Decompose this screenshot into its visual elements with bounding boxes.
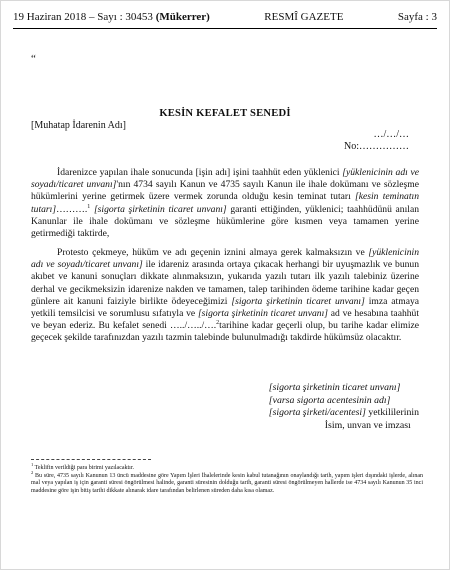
- p1-insurer-name: [sigorta şirketinin ticaret unvanı]: [93, 203, 227, 215]
- sig-company-agency: [sigorta şirketi/acentesi]: [268, 407, 366, 419]
- page-number: Sayfa : 3: [397, 11, 437, 23]
- footnote-divider: [31, 459, 151, 460]
- date-line: …/…/…: [373, 129, 409, 140]
- p2-text-1: Protesto çekmeye, hüküm ve adı geçenin iznini almaya gerek kalmaksızın ve: [57, 247, 369, 258]
- sig-authorized: yetkililerinin: [365, 407, 419, 419]
- footnote-ref-1: 1: [87, 203, 91, 210]
- number-line: No:……………: [344, 141, 409, 152]
- sig-insurer: [sigorta şirketinin ticaret unvanı]: [268, 382, 401, 393]
- p2-insurer-name-1: [sigorta şirketinin ticaret unvanı]: [231, 295, 365, 307]
- footnote-2-text: Bu süre, 4735 sayılı Kanunun 13 üncü maddesine göre Yapım İşleri İhalelerinde kesin kabul tutanağının onaylandığı tarih, yapım işleri dışındaki işlerde, alınan mal veya yapılan iş için garanti süresi öngörülmesi halinde, garanti süresinin dolduğu tarih, garanti süresi öngörülmeyen hallerde ise 4734 sayılı Kanunun 35 inci maddesine göre işin bitiş tarihi dikkate alınarak idare tarafından belirlenen süreden daha kısa olamaz.: [31, 473, 423, 494]
- header-divider: [13, 28, 437, 29]
- p1-dots: ……….: [56, 203, 88, 215]
- p2-insurer-name-2: [sigorta şirketinin ticaret unvanı]: [197, 308, 328, 320]
- p1-contractor-name: [yüklenicinin adı ve soyadı/ticaret unvanı]: [31, 167, 419, 191]
- page-header: [13, 11, 437, 27]
- paragraph-1: [31, 167, 419, 240]
- p1-text-2: 'nın 4734 sayılı Kanun ve 4735 sayılı Kanun ile ihale dokümanı ve sözleşme hükümlerini yerine getirmek üzere vermek zorunda olduğu kesin teminat tutarı: [31, 179, 419, 203]
- footnote-1-mark: 1: [31, 462, 34, 467]
- footnote-2: [31, 469, 423, 495]
- paragraph-2: [31, 247, 419, 345]
- p2-text-5: tarihine kadar geçerli olup, bu tarihe kadar elimize geçecek şekilde tarafınızdan yazılı tazmin talebinde bulunulmadığı takdirde hükümsüz olacaktır.: [31, 320, 420, 344]
- footnote-1-text: Teklifin verildiği para birimi yazılacaktır.: [33, 465, 135, 471]
- p2-text-3: imza atmaya yetkili temsilcisi ve sorumlusu sıfatıyla ve: [31, 295, 420, 320]
- footnote-ref-2: 2: [216, 320, 220, 327]
- sig-name-title: İsim, unvan ve imzası: [324, 419, 411, 431]
- sig-agency: [varsa sigorta acentesinin adı]: [268, 394, 391, 406]
- signature-block: [269, 382, 419, 432]
- open-quote: “: [31, 53, 36, 65]
- addressee: [Muhatap İdarenin Adı]: [31, 120, 126, 131]
- document-title: KESİN KEFALET SENEDİ: [159, 108, 291, 119]
- issue-info: [13, 11, 210, 23]
- p1-guarantee-amount: [kesin teminatın tutarı]: [31, 191, 419, 215]
- p2-text-4: ad ve hesabına taahhüt ve beyan ederiz. Bu kefalet senedi …../…../….: [31, 308, 420, 332]
- p2-text-2: ile idareniz arasında ortaya çıkacak herhangi bir uyuşmazlık ve bunun akıbet ve kanuni sonuçları dikkate alınmaksızın, yukarıda yazılı tutarı ilk yazılı talebiniz üzerine derhal ve gecikmeksizin idarenize nakden ve tamamen, talep tarihinden ödeme tarihine kadar geçen günlere ait kanuni faiziyle birlikte ödeyeceğimizi: [31, 259, 420, 307]
- gazette-name: RESMÎ GAZETE: [264, 11, 344, 23]
- footnote-2-mark: 2: [31, 470, 34, 475]
- p2-contractor-name: [yüklenicinin adı ve soyadı/ticaret unvanı]: [31, 247, 419, 271]
- repeat-tag: (Mükerrer): [155, 11, 210, 23]
- p1-text-1: İdarenizce yapılan ihale sonucunda [işin adı] işini taahhüt eden yüklenici: [57, 167, 343, 178]
- p1-text-3: garanti ettiğinden, yüklenici; taahhüdünü anılan Kanunlar ile ihale dokümanı ve sözleşme hükümlerine göre kısmen veya tamamen yerine getirmediği taktirde,: [31, 203, 419, 240]
- issue-date-number: 19 Haziran 2018 – Sayı : 30453: [13, 11, 153, 23]
